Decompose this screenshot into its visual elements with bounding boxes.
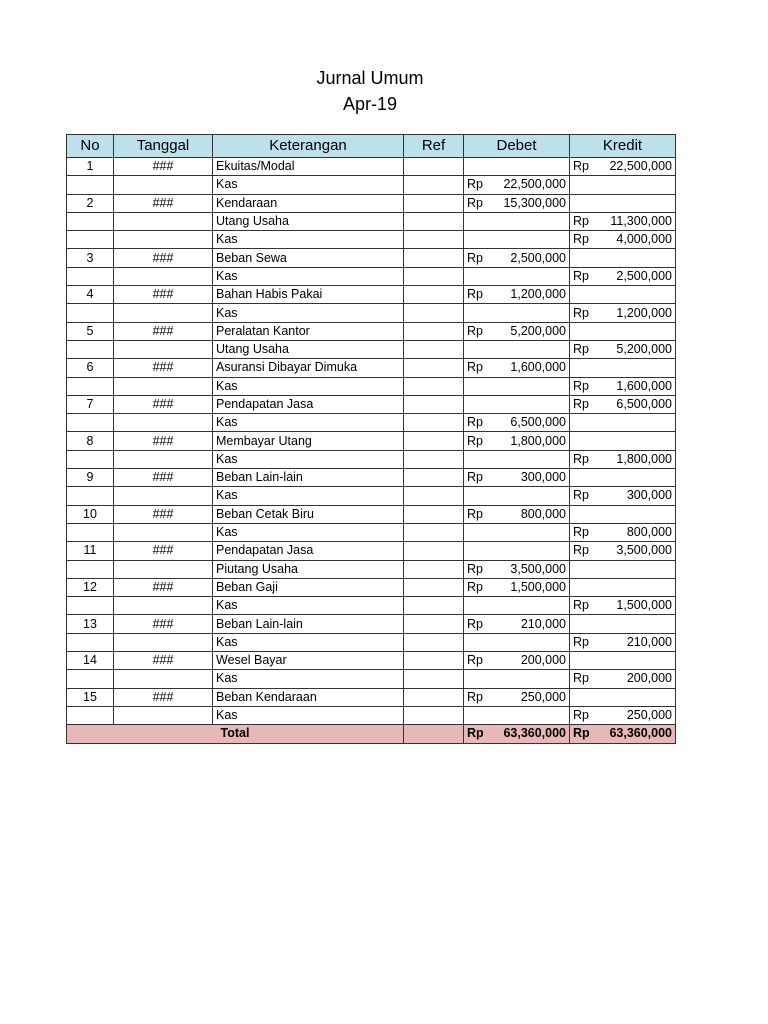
entry-debit-cell	[464, 395, 570, 413]
entry-date: ###	[114, 432, 213, 450]
journal-period: Apr-19	[342, 94, 398, 114]
entry-ref	[404, 158, 464, 176]
currency-label: Rp	[467, 506, 483, 521]
entry-credit-cell	[570, 304, 676, 322]
entry-description: Kas	[213, 597, 404, 615]
column-header-description: Keterangan	[213, 135, 404, 158]
entry-date	[114, 450, 213, 468]
entry-date	[114, 340, 213, 358]
entry-credit-cell	[570, 469, 676, 487]
entry-credit-cell	[570, 286, 676, 304]
currency-label: Rp	[573, 488, 589, 503]
entry-description: Wesel Bayar	[213, 652, 404, 670]
entry-ref	[404, 542, 464, 560]
entry-number	[67, 231, 114, 249]
entry-ref	[404, 578, 464, 596]
journal-title: Jurnal Umum	[316, 68, 424, 88]
entry-debit-amount: 1,200,000	[510, 287, 566, 302]
currency-label: Rp	[573, 268, 589, 283]
entry-credit-amount: 11,300,000	[610, 214, 672, 229]
entry-credit-cell	[570, 450, 676, 468]
table-row	[67, 615, 676, 633]
currency-label: Rp	[467, 250, 483, 265]
currency-label: Rp	[467, 287, 483, 302]
total-ref-cell	[404, 725, 464, 743]
entry-number	[67, 450, 114, 468]
entry-number	[67, 597, 114, 615]
entry-description: Beban Lain-lain	[213, 615, 404, 633]
entry-ref	[404, 706, 464, 724]
table-row	[67, 231, 676, 249]
entry-date	[114, 414, 213, 432]
entry-ref	[404, 322, 464, 340]
entry-description: Utang Usaha	[213, 212, 404, 230]
entry-number: 7	[67, 395, 114, 413]
entry-credit-cell	[570, 542, 676, 560]
entry-date: ###	[114, 578, 213, 596]
table-row	[67, 450, 676, 468]
column-header-credit: Kredit	[570, 135, 676, 158]
currency-label: Rp	[467, 323, 483, 338]
entry-credit-cell	[570, 487, 676, 505]
total-credit-cell	[570, 725, 676, 743]
entry-number	[67, 523, 114, 541]
entry-date	[114, 377, 213, 395]
entry-date: ###	[114, 359, 213, 377]
entry-description: Beban Sewa	[213, 249, 404, 267]
entry-debit-cell	[464, 414, 570, 432]
table-row	[67, 249, 676, 267]
entry-date	[114, 670, 213, 688]
entry-credit-cell	[570, 359, 676, 377]
table-row	[67, 286, 676, 304]
entry-debit-amount: 15,300,000	[503, 195, 566, 210]
entry-ref	[404, 194, 464, 212]
entry-debit-amount: 3,500,000	[510, 561, 566, 576]
table-row	[67, 487, 676, 505]
entry-debit-cell	[464, 231, 570, 249]
entry-ref	[404, 487, 464, 505]
entry-credit-cell	[570, 212, 676, 230]
entry-description: Kas	[213, 670, 404, 688]
column-header-date: Tanggal	[114, 135, 213, 158]
currency-label: Rp	[573, 342, 589, 357]
entry-debit-cell	[464, 340, 570, 358]
entry-ref	[404, 231, 464, 249]
entry-ref	[404, 670, 464, 688]
table-row	[67, 706, 676, 724]
journal-table	[66, 134, 676, 744]
entry-credit-amount: 6,500,000	[616, 397, 672, 411]
entry-credit-amount: 4,000,000	[616, 232, 672, 247]
entry-description: Kas	[213, 304, 404, 322]
journal-body	[67, 158, 676, 725]
entry-ref	[404, 633, 464, 651]
entry-description: Kas	[213, 706, 404, 724]
entry-date: ###	[114, 249, 213, 267]
entry-debit-cell	[464, 432, 570, 450]
table-row	[67, 542, 676, 560]
entry-debit-cell	[464, 560, 570, 578]
entry-description: Pendapatan Jasa	[213, 395, 404, 413]
entry-debit-cell	[464, 359, 570, 377]
table-row	[67, 158, 676, 176]
currency-label: Rp	[573, 159, 589, 174]
entry-ref	[404, 340, 464, 358]
currency-label: Rp	[467, 433, 483, 448]
entry-description: Kas	[213, 523, 404, 541]
entry-ref	[404, 523, 464, 541]
entry-date: ###	[114, 194, 213, 212]
entry-date	[114, 706, 213, 724]
entry-date	[114, 304, 213, 322]
entry-credit-amount: 22,500,000	[609, 159, 672, 174]
entry-number: 14	[67, 652, 114, 670]
entry-number	[67, 377, 114, 395]
entry-date: ###	[114, 688, 213, 706]
entry-ref	[404, 286, 464, 304]
entry-credit-cell	[570, 414, 676, 432]
entry-description: Kas	[213, 414, 404, 432]
entry-debit-cell	[464, 212, 570, 230]
entry-date	[114, 523, 213, 541]
currency-label: Rp	[573, 232, 589, 247]
entry-credit-cell	[570, 432, 676, 450]
table-row	[67, 578, 676, 596]
entry-date	[114, 212, 213, 230]
entry-debit-cell	[464, 267, 570, 285]
entry-ref	[404, 395, 464, 413]
entry-number	[67, 633, 114, 651]
entry-ref	[404, 469, 464, 487]
entry-credit-cell	[570, 523, 676, 541]
table-row	[67, 633, 676, 651]
entry-credit-cell	[570, 652, 676, 670]
entry-description: Kas	[213, 450, 404, 468]
entry-debit-cell	[464, 249, 570, 267]
entry-description: Bahan Habis Pakai	[213, 286, 404, 304]
entry-date	[114, 560, 213, 578]
entry-date: ###	[114, 158, 213, 176]
currency-label: Rp	[573, 726, 590, 741]
entry-date	[114, 597, 213, 615]
table-row	[67, 560, 676, 578]
entry-credit-cell	[570, 706, 676, 724]
entry-debit-cell	[464, 523, 570, 541]
entry-ref	[404, 176, 464, 194]
entry-debit-amount: 1,800,000	[510, 433, 566, 448]
entry-debit-amount: 1,600,000	[510, 360, 566, 375]
entry-credit-cell	[570, 597, 676, 615]
entry-debit-cell	[464, 304, 570, 322]
entry-number: 11	[67, 542, 114, 560]
entry-debit-amount: 22,500,000	[503, 177, 566, 192]
entry-debit-amount: 6,500,000	[510, 415, 566, 430]
entry-credit-cell	[570, 615, 676, 633]
entry-credit-cell	[570, 560, 676, 578]
entry-number: 5	[67, 322, 114, 340]
entry-date: ###	[114, 286, 213, 304]
entry-credit-amount: 300,000	[626, 488, 672, 503]
entry-ref	[404, 414, 464, 432]
entry-debit-cell	[464, 450, 570, 468]
entry-credit-cell	[570, 249, 676, 267]
entry-ref	[404, 304, 464, 322]
entry-credit-cell	[570, 578, 676, 596]
entry-number: 3	[67, 249, 114, 267]
column-header-debit: Debet	[464, 135, 570, 158]
entry-description: Piutang Usaha	[213, 560, 404, 578]
entry-number: 2	[67, 194, 114, 212]
currency-label: Rp	[573, 397, 589, 411]
entry-ref	[404, 688, 464, 706]
entry-description: Ekuitas/Modal	[213, 158, 404, 176]
column-header-ref: Ref	[404, 135, 464, 158]
entry-number	[67, 176, 114, 194]
entry-description: Kas	[213, 231, 404, 249]
entry-credit-amount: 1,800,000	[616, 451, 672, 466]
total-debit-cell	[464, 725, 570, 743]
total-credit-amount: 63,360,000	[609, 726, 672, 741]
entry-credit-cell	[570, 688, 676, 706]
entry-date	[114, 176, 213, 194]
entry-date: ###	[114, 542, 213, 560]
entry-credit-cell	[570, 395, 676, 413]
entry-description: Kas	[213, 487, 404, 505]
entry-description: Kas	[213, 267, 404, 285]
entry-debit-cell	[464, 670, 570, 688]
entry-description: Kendaraan	[213, 194, 404, 212]
entry-date	[114, 487, 213, 505]
entry-credit-amount: 1,600,000	[616, 378, 672, 393]
entry-credit-cell	[570, 322, 676, 340]
currency-label: Rp	[467, 726, 484, 741]
entry-description: Beban Lain-lain	[213, 469, 404, 487]
entry-ref	[404, 267, 464, 285]
entry-number: 9	[67, 469, 114, 487]
entry-ref	[404, 432, 464, 450]
currency-label: Rp	[573, 525, 589, 540]
entry-ref	[404, 560, 464, 578]
table-row	[67, 670, 676, 688]
entry-debit-cell	[464, 469, 570, 487]
entry-ref	[404, 615, 464, 633]
currency-label: Rp	[573, 214, 589, 229]
total-row	[67, 725, 676, 743]
entry-description: Kas	[213, 377, 404, 395]
table-row	[67, 688, 676, 706]
entry-description: Pendapatan Jasa	[213, 542, 404, 560]
currency-label: Rp	[467, 689, 483, 704]
entry-ref	[404, 249, 464, 267]
entry-date: ###	[114, 395, 213, 413]
entry-description: Peralatan Kantor	[213, 322, 404, 340]
total-debit-amount: 63,360,000	[503, 726, 566, 741]
entry-description: Beban Gaji	[213, 578, 404, 596]
entry-credit-cell	[570, 194, 676, 212]
entry-debit-amount: 2,500,000	[510, 250, 566, 265]
entry-debit-cell	[464, 377, 570, 395]
currency-label: Rp	[573, 378, 589, 393]
table-row	[67, 469, 676, 487]
entry-credit-cell	[570, 670, 676, 688]
entry-credit-amount: 210,000	[626, 634, 672, 649]
entry-ref	[404, 450, 464, 468]
entry-ref	[404, 597, 464, 615]
currency-label: Rp	[573, 451, 589, 466]
entry-description: Asuransi Dibayar Dimuka	[213, 359, 404, 377]
currency-label: Rp	[467, 561, 483, 576]
entry-credit-amount: 200,000	[626, 671, 672, 686]
entry-debit-cell	[464, 322, 570, 340]
entry-number: 6	[67, 359, 114, 377]
entry-debit-amount: 200,000	[520, 653, 566, 668]
table-row	[67, 377, 676, 395]
entry-debit-amount: 800,000	[520, 506, 566, 521]
table-row	[67, 523, 676, 541]
entry-number	[67, 706, 114, 724]
entry-description: Beban Cetak Biru	[213, 505, 404, 523]
entry-debit-amount: 210,000	[520, 616, 566, 631]
entry-description: Beban Kendaraan	[213, 688, 404, 706]
currency-label: Rp	[467, 616, 483, 631]
entry-ref	[404, 359, 464, 377]
currency-label: Rp	[573, 305, 589, 320]
entry-number: 13	[67, 615, 114, 633]
entry-debit-cell	[464, 487, 570, 505]
entry-number: 1	[67, 158, 114, 176]
entry-credit-cell	[570, 176, 676, 194]
currency-label: Rp	[467, 470, 483, 485]
entry-description: Membayar Utang	[213, 432, 404, 450]
entry-number	[67, 670, 114, 688]
currency-label: Rp	[573, 708, 589, 723]
entry-debit-cell	[464, 542, 570, 560]
entry-number	[67, 212, 114, 230]
table-row	[67, 304, 676, 322]
table-row	[67, 322, 676, 340]
column-header-no: No	[67, 135, 114, 158]
currency-label: Rp	[467, 415, 483, 430]
entry-ref	[404, 212, 464, 230]
entry-credit-amount: 1,500,000	[616, 598, 672, 613]
entry-credit-cell	[570, 231, 676, 249]
entry-number	[67, 414, 114, 432]
entry-ref	[404, 505, 464, 523]
entry-ref	[404, 652, 464, 670]
currency-label: Rp	[467, 653, 483, 668]
table-row	[67, 505, 676, 523]
table-row	[67, 359, 676, 377]
entry-credit-cell	[570, 633, 676, 651]
table-row	[67, 340, 676, 358]
total-label: Total	[67, 725, 404, 743]
entry-number: 12	[67, 578, 114, 596]
entry-number	[67, 560, 114, 578]
entry-description: Utang Usaha	[213, 340, 404, 358]
table-row	[67, 432, 676, 450]
table-row	[67, 212, 676, 230]
entry-number	[67, 340, 114, 358]
entry-debit-cell	[464, 286, 570, 304]
entry-credit-cell	[570, 158, 676, 176]
currency-label: Rp	[467, 177, 483, 192]
entry-credit-cell	[570, 377, 676, 395]
entry-date: ###	[114, 469, 213, 487]
entry-debit-cell	[464, 706, 570, 724]
entry-debit-cell	[464, 615, 570, 633]
entry-credit-amount: 250,000	[626, 708, 672, 723]
entry-debit-cell	[464, 176, 570, 194]
entry-credit-amount: 2,500,000	[616, 268, 672, 283]
entry-debit-cell	[464, 505, 570, 523]
entry-date: ###	[114, 652, 213, 670]
table-row	[67, 652, 676, 670]
entry-date: ###	[114, 322, 213, 340]
entry-debit-cell	[464, 158, 570, 176]
entry-number: 8	[67, 432, 114, 450]
entry-description: Kas	[213, 176, 404, 194]
table-row	[67, 267, 676, 285]
entry-debit-amount: 5,200,000	[510, 323, 566, 338]
entry-credit-cell	[570, 505, 676, 523]
entry-number	[67, 304, 114, 322]
entry-debit-cell	[464, 597, 570, 615]
entry-credit-amount: 3,500,000	[616, 543, 672, 558]
entry-number: 15	[67, 688, 114, 706]
entry-credit-cell	[570, 340, 676, 358]
entry-credit-amount: 1,200,000	[616, 305, 672, 320]
entry-debit-cell	[464, 688, 570, 706]
entry-debit-cell	[464, 633, 570, 651]
table-row	[67, 414, 676, 432]
entry-number	[67, 487, 114, 505]
currency-label: Rp	[467, 360, 483, 375]
entry-date	[114, 231, 213, 249]
entry-date: ###	[114, 505, 213, 523]
entry-date	[114, 633, 213, 651]
currency-label: Rp	[573, 598, 589, 613]
entry-debit-cell	[464, 194, 570, 212]
entry-date: ###	[114, 615, 213, 633]
entry-number: 4	[67, 286, 114, 304]
entry-description: Kas	[213, 633, 404, 651]
currency-label: Rp	[573, 634, 589, 649]
entry-ref	[404, 377, 464, 395]
table-row	[67, 194, 676, 212]
entry-credit-cell	[570, 267, 676, 285]
entry-number: 10	[67, 505, 114, 523]
currency-label: Rp	[573, 543, 589, 558]
entry-debit-cell	[464, 578, 570, 596]
table-row	[67, 395, 676, 413]
entry-number	[67, 267, 114, 285]
table-header-row	[67, 135, 676, 158]
currency-label: Rp	[467, 195, 483, 210]
entry-date	[114, 267, 213, 285]
table-row	[67, 176, 676, 194]
currency-label: Rp	[573, 671, 589, 686]
entry-debit-amount: 300,000	[520, 470, 566, 485]
entry-credit-amount: 800,000	[626, 525, 672, 540]
entry-credit-amount: 5,200,000	[616, 342, 672, 357]
entry-debit-amount: 250,000	[520, 689, 566, 704]
entry-debit-amount: 1,500,000	[510, 579, 566, 594]
table-row	[67, 597, 676, 615]
currency-label: Rp	[467, 579, 483, 594]
entry-debit-cell	[464, 652, 570, 670]
